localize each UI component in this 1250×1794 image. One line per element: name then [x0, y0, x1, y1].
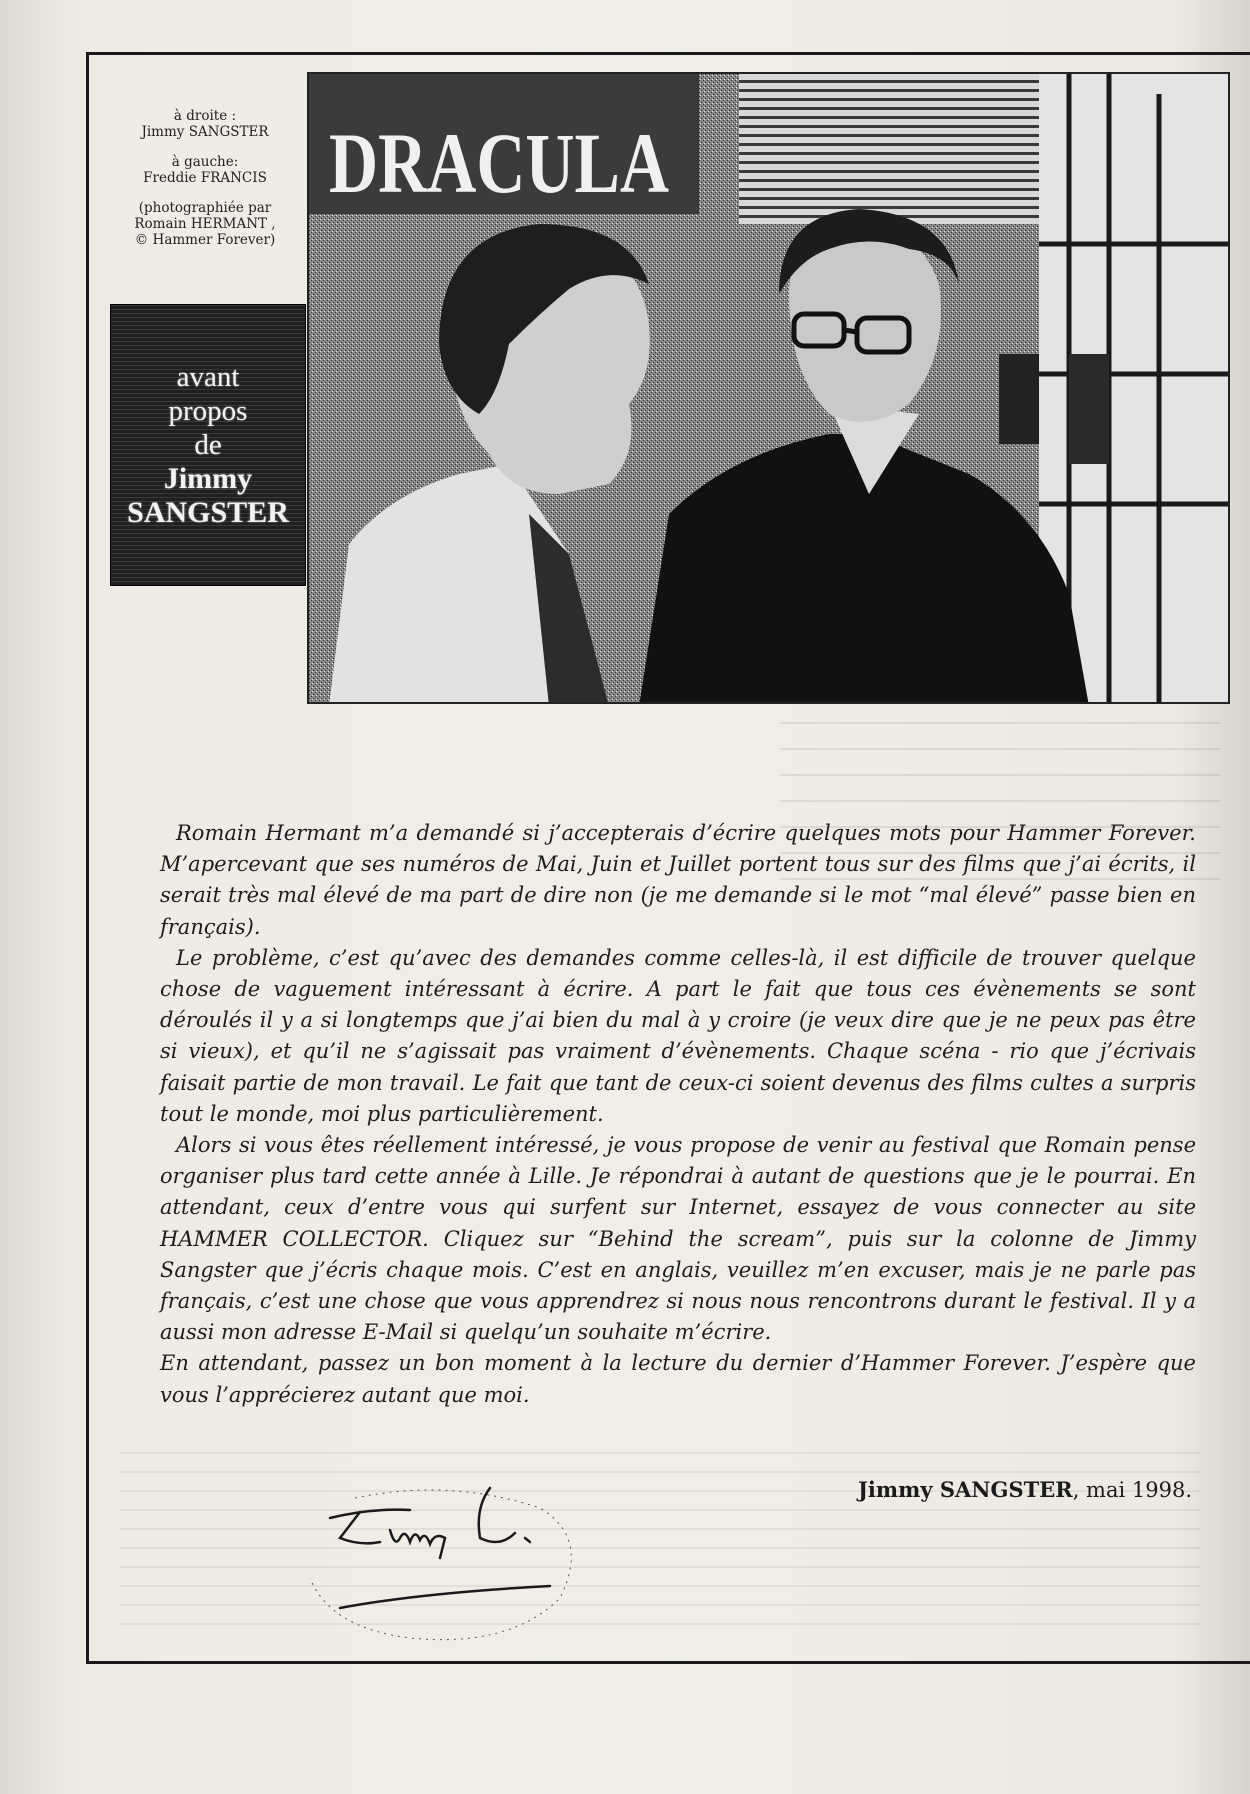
signoff-name: Jimmy SANGSTER [857, 1477, 1073, 1502]
caption-right-label: à droite : [173, 108, 237, 124]
title-line-1: avant [176, 361, 240, 393]
article-title-box [110, 304, 306, 586]
caption-credit-1: (photographiée par [138, 200, 272, 216]
handwritten-signature [300, 1468, 640, 1658]
caption-credit-3: © Hammer Forever) [134, 232, 276, 248]
paragraph-3: Alors si vous êtes réellement intéressé, je vous propose de venir au festival que Romain pense organiser plus tard cette année à Lille. Je répondrai à autant de questions que je le pourrai. En attendant, ceux d’entre vous qui surfent sur Internet, essayez de vous connecter au site HAMMER COLLECTOR. Cliquez sur “Behind the scream”, puis sur la colonne de Jimmy Sangster que j’écris chaque mois. C’est en anglais, veuillez m’en excuser, mais je ne parle pas français, c’est une chose que vous apprendrez si nous nous rencontrons durant le festival. Il y a aussi mon adresse E-Mail si quelqu’un souhaite m’écrire. [160, 1133, 1196, 1345]
title-line-3: de [194, 429, 222, 461]
photo-illustration [309, 74, 1230, 704]
article-body [160, 818, 1196, 1411]
caption-credit-2: Romain HERMANT , [134, 216, 276, 232]
title-line-2: propos [168, 395, 248, 427]
paragraph-4: En attendant, passez un bon moment à la lecture du dernier d’Hammer Forever. J’espère que vous l’apprécierez autant que moi. [160, 1351, 1196, 1407]
signoff [858, 1477, 1192, 1502]
paragraph-1: Romain Hermant m’a demandé si j’accepterais d’écrire quelques mots pour Hammer Forever. M’apercevant que ses numéros de Mai, Juin et Juillet portent tous sur des films que j’ai écrits, il serait très mal élevé de ma part de dire non (je me demande si le mot “mal élevé” passe bien en français). [160, 821, 1196, 939]
caption-left-name: Freddie FRANCIS [143, 170, 267, 186]
photo-caption [110, 108, 300, 262]
caption-right-name: Jimmy SANGSTER [141, 124, 269, 140]
poster-text: DRACULA [329, 115, 669, 211]
signoff-date: , mai 1998. [1072, 1478, 1192, 1502]
caption-left-label: à gauche: [171, 154, 239, 170]
title-line-5: SANGSTER [127, 496, 289, 529]
title-line-4: Jimmy [163, 462, 253, 495]
photo-sangster-francis [307, 72, 1230, 704]
paragraph-2: Le problème, c’est qu’avec des demandes comme celles-là, il est difficile de trouver quelque chose de vaguement intéressant à écrire. A part le fait que tous ces évènements se sont déroulés il y a si longtemps que j’ai bien du mal à y croire (je veux dire que je ne peux pas être si vieux), et qu’il ne s’agissait pas vraiment d’évènements. Chaque scéna - rio que j’écrivais faisait partie de mon travail. Le fait que tant de ceux-ci soient devenus des films cultes a surpris tout le monde, moi plus particulièrement. [160, 945, 1196, 1126]
